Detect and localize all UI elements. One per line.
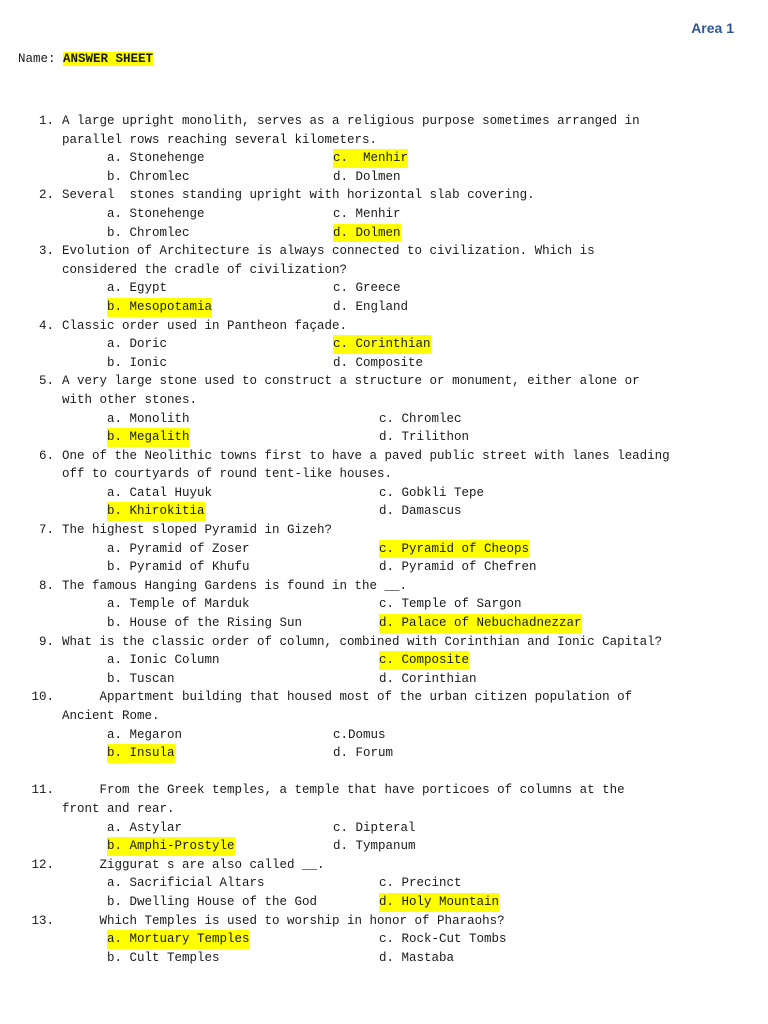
answer-option: b. House of the Rising Sun [107,616,303,631]
options-row [0,893,768,912]
area-label: Area 1 [691,20,734,36]
answer-option-correct: c. Pyramid of Cheops [379,540,529,559]
name-line [18,50,153,68]
options-row [0,224,768,243]
answer-option: c. Greece [333,281,401,296]
question-text-line [0,912,768,931]
options-row [0,205,768,224]
question-number: 7. [38,523,54,538]
answer-option: a. Megaron [107,727,183,742]
answer-option: c. Rock-Cut Tombs [379,932,507,947]
answer-option: b. Pyramid of Khufu [107,560,250,575]
answer-option-correct: d. Dolmen [333,224,401,243]
question-10 [0,688,768,762]
options-row [0,726,768,745]
question-text: Several stones standing upright with horizontal slab covering. [62,188,535,203]
question-text: considered the cradle of civilization? [62,262,348,277]
options-row [0,949,768,968]
answer-option-correct: c. Menhir [333,149,408,168]
question-text: with other stones. [62,392,198,407]
options-row [0,298,768,317]
question-text: One of the Neolithic towns first to have a paved public street with lanes leading [62,448,670,463]
answer-option: b. Dwelling House of the God [107,894,318,909]
question-text: Appartment building that housed most of the urban citizen population of [62,690,633,705]
answer-option-correct: d. Palace of Nebuchadnezzar [379,614,582,633]
answer-option-correct: b. Megalith [107,428,190,447]
answer-option: a. Astylar [107,820,183,835]
options-row [0,614,768,633]
answer-option-correct: b. Khirokitia [107,502,205,521]
answer-option: d. Pyramid of Chefren [379,560,537,575]
answer-option: b. Chromlec [107,225,190,240]
question-number: 9. [38,634,54,649]
question-13 [0,912,768,968]
question-9 [0,633,768,689]
question-1 [0,112,768,186]
answer-option: a. Egypt [107,281,168,296]
question-list [0,112,768,967]
answer-option-correct: c. Corinthian [333,335,431,354]
spacer [0,763,768,782]
question-text: parallel rows reaching several kilometers. [62,132,378,147]
answer-option: a. Stonehenge [107,206,205,221]
question-number: 2. [38,188,54,203]
question-number: 4. [38,318,54,333]
question-text: A very large stone used to construct a structure or monument, either alone or [62,374,640,389]
question-text-line [0,521,768,540]
options-row [0,279,768,298]
options-row [0,558,768,577]
answer-option: c. Gobkli Tepe [379,485,485,500]
question-text: From the Greek temples, a temple that have porticoes of columns at the [62,783,625,798]
question-number: 13. [31,913,54,928]
answer-option: c. Temple of Sargon [379,597,522,612]
options-row [0,354,768,373]
options-row [0,484,768,503]
options-row [0,930,768,949]
question-text-line [0,261,768,280]
question-text: The highest sloped Pyramid in Gizeh? [62,523,333,538]
options-row [0,651,768,670]
answer-option: a. Pyramid of Zoser [107,541,250,556]
answer-option: c.Domus [333,727,386,742]
answer-option: a. Temple of Marduk [107,597,250,612]
question-number: 12. [31,857,54,872]
question-text-line [0,707,768,726]
answer-option: d. Mastaba [379,950,455,965]
question-text-line [0,688,768,707]
question-text-line [0,781,768,800]
answer-option: a. Stonehenge [107,151,205,166]
question-text: Ziggurat s are also called __. [62,857,325,872]
question-6 [0,447,768,521]
answer-option: a. Monolith [107,411,190,426]
answer-option: d. Forum [333,746,394,761]
answer-option-correct: a. Mortuary Temples [107,930,250,949]
answer-option-correct: d. Holy Mountain [379,893,499,912]
question-text: off to courtyards of round tent-like houses. [62,467,393,482]
options-row [0,874,768,893]
answer-option: b. Chromlec [107,169,190,184]
answer-option: c. Dipteral [333,820,416,835]
question-text: What is the classic order of column, combined with Corinthian and Ionic Capital? [62,634,663,649]
answer-option: c. Chromlec [379,411,462,426]
options-row [0,744,768,763]
answer-option: d. Corinthian [379,671,477,686]
question-4 [0,317,768,373]
question-text: Ancient Rome. [62,709,160,723]
answer-option: d. Tympanum [333,839,416,854]
question-text-line [0,800,768,819]
answer-option: d. Dolmen [333,169,401,184]
question-text-line [0,317,768,336]
options-row [0,168,768,187]
answer-option: a. Sacrificial Altars [107,876,265,891]
question-5 [0,372,768,446]
question-number: 10. [31,690,54,705]
question-number: 11. [31,783,54,798]
name-value: ANSWER SHEET [63,52,154,66]
answer-option-correct: b. Insula [107,744,175,763]
answer-option: d. Damascus [379,504,462,519]
question-11 [0,781,768,855]
question-text: front and rear. [62,801,175,816]
question-text-line [0,186,768,205]
question-text: The famous Hanging Gardens is found in the __. [62,578,408,593]
question-text-line [0,465,768,484]
options-row [0,428,768,447]
answer-option: a. Ionic Column [107,653,220,668]
question-number: 8. [38,578,54,593]
question-text: Which Temples is used to worship in honor of Pharaohs? [62,913,505,928]
options-row [0,149,768,168]
options-row [0,819,768,838]
options-row [0,837,768,856]
question-number: 6. [38,448,54,463]
options-row [0,670,768,689]
question-text: Evolution of Architecture is always connected to civilization. Which is [62,244,595,259]
question-text-line [0,633,768,652]
question-number: 5. [38,374,54,389]
question-text-line [0,112,768,131]
options-row [0,335,768,354]
answer-option-correct: b. Amphi-Prostyle [107,837,235,856]
question-text: Classic order used in Pantheon façade. [62,318,348,333]
options-row [0,595,768,614]
name-label: Name: [18,52,56,66]
question-text-line [0,391,768,410]
question-2 [0,186,768,242]
options-row [0,502,768,521]
answer-option: c. Menhir [333,206,401,221]
question-12 [0,856,768,912]
question-text-line [0,447,768,466]
question-7 [0,521,768,577]
answer-option: d. England [333,299,409,314]
question-text-line [0,577,768,596]
answer-option: a. Doric [107,337,168,352]
question-number: 3. [38,244,54,259]
options-row [0,410,768,429]
question-text-line [0,372,768,391]
question-3 [0,242,768,316]
answer-option-correct: b. Mesopotamia [107,298,212,317]
question-text-line [0,242,768,261]
question-number: 1. [38,114,54,128]
answer-option: c. Precinct [379,876,462,891]
answer-option: b. Cult Temples [107,950,220,965]
question-text-line [0,131,768,150]
question-text: A large upright monolith, serves as a religious purpose sometimes arranged in [62,114,640,128]
answer-option: b. Ionic [107,355,168,370]
question-text-line [0,856,768,875]
answer-option-correct: c. Composite [379,651,469,670]
answer-option: d. Composite [333,355,424,370]
options-row [0,540,768,559]
answer-option: d. Trilithon [379,430,470,445]
answer-option: b. Tuscan [107,671,175,686]
answer-option: a. Catal Huyuk [107,485,213,500]
question-8 [0,577,768,633]
